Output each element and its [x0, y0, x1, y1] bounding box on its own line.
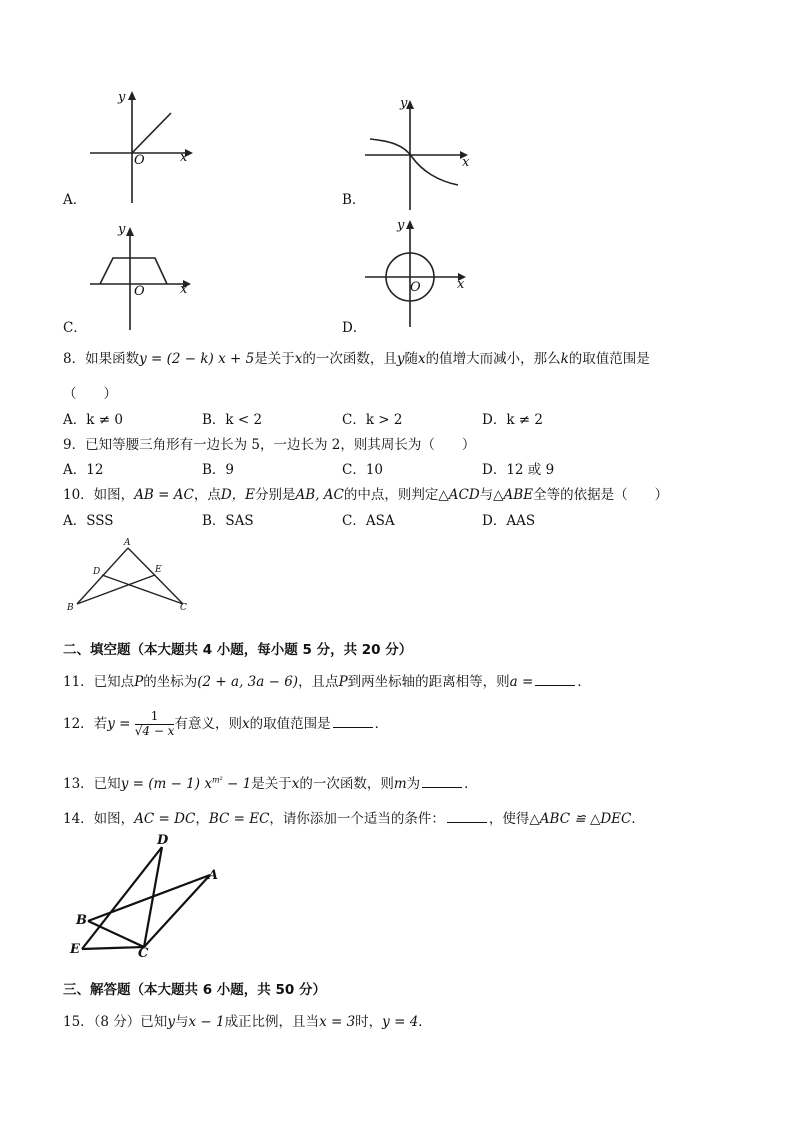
- q11-answer-blank[interactable]: [535, 673, 575, 686]
- axis-y-label-c: y: [118, 222, 126, 237]
- axis-x-label-a: x: [180, 150, 188, 165]
- fig14-label-c: C: [138, 946, 149, 961]
- origin-label-c: O: [134, 284, 145, 299]
- graph-option-c: [85, 222, 195, 332]
- option-d-label: D．: [342, 320, 367, 336]
- fig14-label-e: E: [70, 942, 80, 957]
- question-14: 14．如图，AC = DC，BC = EC，请你添加一个适当的条件： ，使得△ABC ≌ △DEC．: [63, 811, 645, 827]
- q14-answer-blank[interactable]: [447, 810, 487, 823]
- question-9: 9．已知等腰三角形有一边长为 5，一边长为 2，则其周长为（ ）: [63, 437, 476, 453]
- q12-answer-blank[interactable]: [333, 715, 373, 728]
- origin-label-d: O: [410, 280, 421, 295]
- fig14-label-a: A: [208, 868, 219, 883]
- question-15: 15．（8 分）已知y与x − 1成正比例，且当x = 3时，y = 4．: [63, 1014, 432, 1030]
- q12-fraction: $\frac{1}{√4 - x}$: [134, 709, 175, 738]
- q8-option-c: C．k > 2: [342, 412, 403, 428]
- q8-option-b: B．k < 2: [202, 412, 263, 428]
- origin-label-a: O: [134, 153, 145, 168]
- axis-y-label-b: y: [400, 96, 408, 111]
- q9-option-a: A．12: [63, 462, 104, 478]
- q10-option-a: A．SSS: [63, 513, 114, 529]
- question-13: 13．已知y = (m − 1) $x^{m^2} - 1$是关于x的一次函数，则m为 ．: [63, 775, 478, 792]
- section-3-title: 三、解答题（本大题共 6 小题，共 50 分）: [63, 982, 326, 998]
- fig10-label-a: A: [124, 538, 131, 548]
- question-8: 8．如果函数y = (2 − k) x + 5是关于x的一次函数，且y随x的值增大而减小，那么k的取值范围是: [63, 351, 650, 367]
- q8-option-d: D．k ≠ 2: [482, 412, 543, 428]
- graph-option-d: [360, 215, 475, 330]
- q10-option-b: B．SAS: [202, 513, 254, 529]
- q9-option-c: C．10: [342, 462, 384, 478]
- q9-option-b: B．9: [202, 462, 235, 478]
- fig10-label-d: D: [93, 567, 101, 577]
- figure-q14-triangles: [70, 835, 230, 965]
- q13-answer-blank[interactable]: [422, 775, 462, 788]
- axis-x-label-d: x: [457, 277, 465, 292]
- fig10-label-b: B: [67, 603, 74, 613]
- question-8-paren: （ ）: [63, 386, 117, 402]
- graph-option-a: [85, 88, 195, 208]
- axis-x-label-c: x: [180, 282, 188, 297]
- option-c-label: C．: [63, 320, 87, 336]
- figure-q10-triangle: [65, 538, 195, 618]
- question-10: 10．如图，AB = AC，点D，E分别是AB, AC的中点，则判定△ACD与△ABE全等的依据是（ ）: [63, 487, 669, 503]
- q9-option-d: D．12 或 9: [482, 462, 555, 478]
- question-12: 12．若y = $\frac{1}{√4 - x}$ 有意义，则x的取值范围是 ．: [63, 709, 389, 738]
- fig14-label-d: D: [157, 833, 169, 848]
- q10-option-c: C．ASA: [342, 513, 395, 529]
- q10-option-d: D．AAS: [482, 513, 536, 529]
- q8-option-a: A．k ≠ 0: [63, 412, 123, 428]
- axis-x-label-b: x: [462, 155, 470, 170]
- graph-option-b: [360, 95, 475, 215]
- section-2-title: 二、填空题（本大题共 4 小题，每小题 5 分，共 20 分）: [63, 642, 413, 658]
- option-b-label: B．: [342, 192, 366, 208]
- option-a-label: A．: [63, 192, 87, 208]
- fig10-label-e: E: [155, 565, 162, 575]
- axis-y-label-d: y: [397, 218, 405, 233]
- fig10-label-c: C: [180, 603, 187, 613]
- axis-y-label-a: y: [118, 90, 126, 105]
- fig14-label-b: B: [76, 913, 87, 928]
- question-11: 11．已知点P的坐标为(2 + a, 3a − 6)，且点P到两坐标轴的距离相等，则a = ．: [63, 674, 591, 690]
